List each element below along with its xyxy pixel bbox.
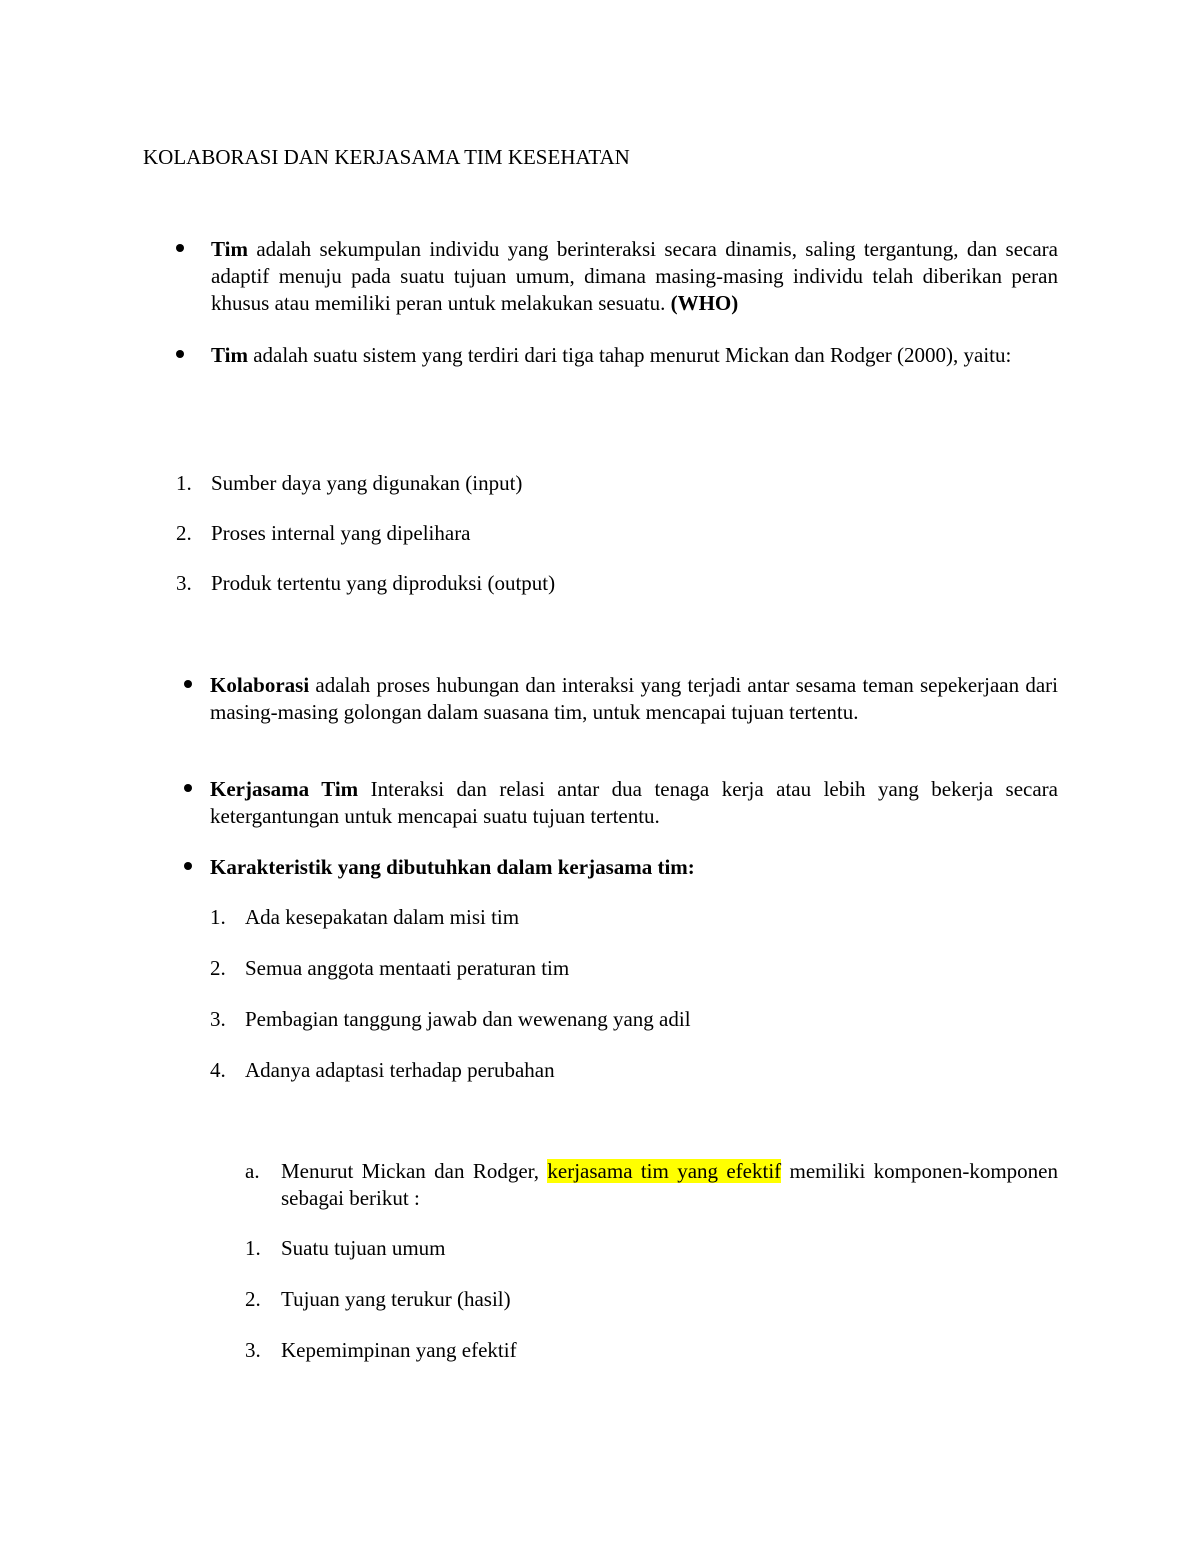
highlighted-text: kerjasama tim yang efektif [547, 1159, 782, 1183]
list-item: Proses internal yang dipelihara [211, 521, 471, 545]
term-label: Tim [211, 343, 248, 367]
paragraph-tim-definition-who [211, 236, 1058, 317]
paragraph-tim-system [211, 342, 1058, 369]
list-item: Produk tertentu yang diproduksi (output) [211, 571, 556, 595]
list-item: Sumber daya yang digunakan (input) [211, 471, 523, 495]
list-item: Pembagian tanggung jawab dan wewenang yang adil [245, 1007, 691, 1031]
list-number: 1. [245, 1236, 261, 1260]
list-number: 1. [210, 905, 226, 929]
list-item: Adanya adaptasi terhadap perubahan [245, 1058, 555, 1082]
list-number: 2. [245, 1287, 261, 1311]
bullet-icon [184, 784, 192, 792]
list-number: 2. [210, 956, 226, 980]
list-item: Kepemimpinan yang efektif [281, 1338, 517, 1362]
list-number: 2. [176, 521, 192, 545]
paragraph-karakteristik-heading: Karakteristik yang dibutuhkan dalam kerjasama tim: [210, 855, 695, 879]
paragraph-kolaborasi [210, 672, 1058, 726]
list-number: 4. [210, 1058, 226, 1082]
bullet-icon [184, 862, 192, 870]
list-number: 3. [210, 1007, 226, 1031]
term-label: Tim [211, 237, 248, 261]
bullet-icon [184, 680, 192, 688]
paragraph-komponen-intro [281, 1158, 1058, 1212]
term-label: Kolaborasi [210, 673, 310, 697]
list-item: Semua anggota mentaati peraturan tim [245, 956, 570, 980]
list-item: Suatu tujuan umum [281, 1236, 446, 1260]
list-number: 3. [245, 1338, 261, 1362]
paragraph-text: adalah sekumpulan individu yang berinteraksi secara dinamis, saling tergantung, dan secara adaptif menuju pada suatu tujuan umum, dimana masing-masing individu telah diberikan peran khusus atau memiliki peran untuk melakukan sesuatu. [211, 237, 1058, 315]
list-number: 1. [176, 471, 192, 495]
paragraph-text: Menurut Mickan dan Rodger, [281, 1159, 548, 1183]
bullet-icon [176, 244, 184, 252]
paragraph-text: Interaksi dan relasi antar dua tenaga kerja atau lebih yang bekerja secara ketergantungan untuk mencapai suatu tujuan tertentu. [210, 777, 1058, 828]
list-item: Tujuan yang terukur (hasil) [281, 1287, 511, 1311]
list-number: 3. [176, 571, 192, 595]
source-label: (WHO) [670, 291, 739, 315]
bullet-icon [176, 350, 184, 358]
paragraph-kerjasama-tim [210, 776, 1058, 830]
list-item: Ada kesepakatan dalam misi tim [245, 905, 520, 929]
term-label: Kerjasama Tim [210, 777, 359, 801]
document-title: KOLABORASI DAN KERJASAMA TIM KESEHATAN [143, 145, 630, 169]
paragraph-text: adalah suatu sistem yang terdiri dari tiga tahap menurut Mickan dan Rodger (2000), yaitu: [247, 343, 1012, 367]
paragraph-text: memiliki komponen-komponen sebagai berikut : [281, 1159, 1058, 1210]
paragraph-text: adalah proses hubungan dan interaksi yang terjadi antar sesama teman sepekerjaan dari masing-masing golongan dalam suasana tim, untuk mencapai tujuan tertentu. [210, 673, 1058, 724]
list-letter: a. [245, 1159, 260, 1183]
